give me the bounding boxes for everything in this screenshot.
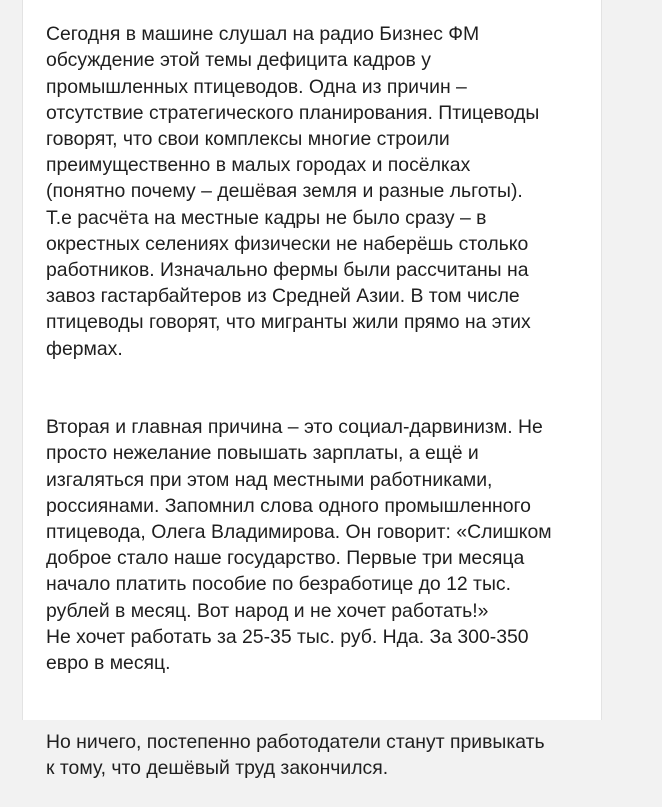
post-card bbox=[22, 0, 602, 779]
post-paragraph-3: Но ничего, постепенно работодатели станут привыкать к тому, что дешёвый труд закончился. bbox=[46, 730, 545, 779]
post-body bbox=[46, 0, 586, 807]
post-paragraph-2: Вторая и главная причина – это социал-дарвинизм. Не просто нежелание повышать зарплаты, а ещё и изгаляться при этом над местными работниками, россиянами. Запомнил слова одного промышленного птицевода, Олега Владимирова. Он говорит: «Слишком доброе стало наше государство. Первые три месяца начало платить пособие по безработице до 12 тыс. рублей в месяц. Вот народ и не хочет работать!» Не хочет работать за 25-35 тыс. руб. Нда. За 300-350 евро в месяц. bbox=[46, 416, 552, 675]
post-paragraph-1: Сегодня в машине слушал на радио Бизнес ФМ обсуждение этой темы дефицита кадров у промышленных птицеводов. Одна из причин – отсутствие стратегического планирования. Птицеводы говорят, что свои комплексы многие строили преимущественно в малых городах и посёлках (понятно почему – дешёвая земля и разные льготы). Т.е расчёта на местные кадры не было сразу – в окрестных селениях физически не наберёшь столько работников. Изначально фермы были рассчитаны на завоз гастарбайтеров из Средней Азии. В том числе птицеводы говорят, что мигранты жили прямо на этих фермах. bbox=[46, 23, 540, 360]
